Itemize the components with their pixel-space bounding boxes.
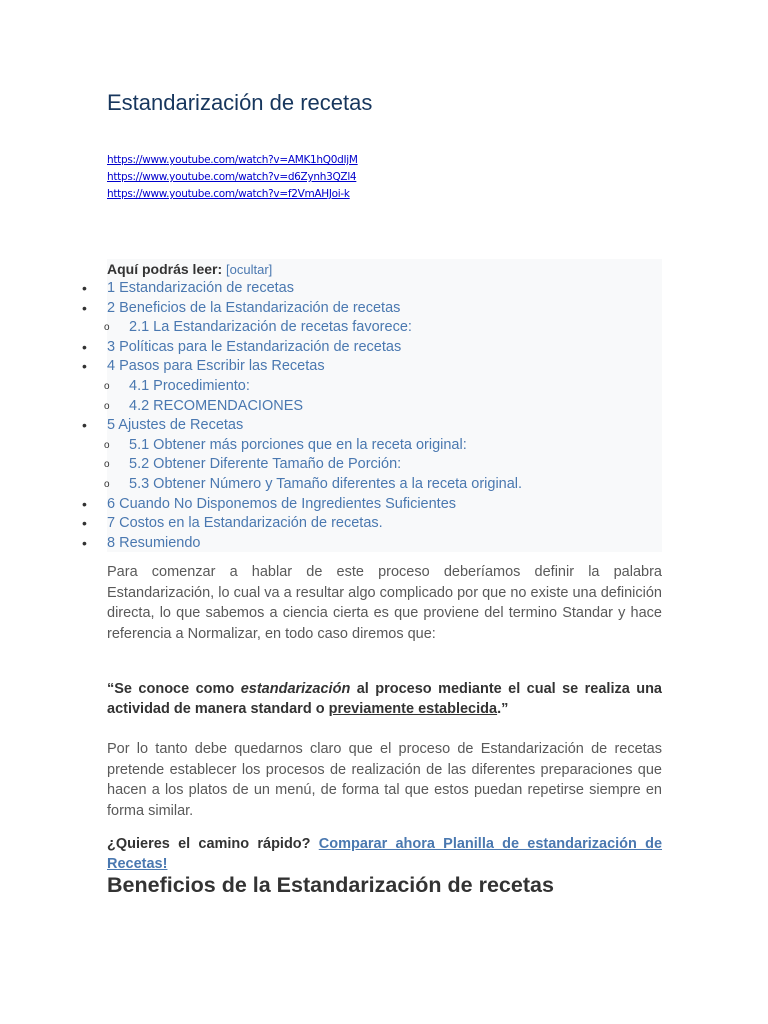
toc-item[interactable] (82, 279, 522, 299)
quick-question: ¿Quieres el camino rápido? (107, 836, 311, 852)
circle-bullet-icon: o (104, 322, 110, 334)
youtube-link-2[interactable]: https://www.youtube.com/watch?v=d6Zynh3QZl4 (107, 171, 357, 183)
toc-item[interactable] (104, 475, 523, 495)
toc-item-label: 2 Beneficios de la Estandarización de recetas (107, 299, 401, 316)
toc-item-label: 5.1 Obtener más porciones que en la receta original: (129, 436, 467, 453)
circle-bullet-icon: o (104, 478, 110, 490)
table-of-contents (82, 259, 662, 552)
compare-template-link[interactable]: Comparar ahora Planilla de estandarización de Recetas! (107, 836, 663, 872)
toc-item[interactable] (82, 534, 522, 554)
definition-quote (107, 679, 662, 719)
toc-item[interactable] (104, 436, 522, 456)
disc-bullet-icon: • (82, 534, 87, 551)
disc-bullet-icon: • (82, 358, 87, 375)
toc-item[interactable] (104, 397, 522, 417)
toc-item[interactable] (82, 357, 522, 377)
quote-underlined-link[interactable]: previamente establecida (328, 701, 498, 717)
toc-item-label: 6 Cuando No Disponemos de Ingredientes Suficientes (107, 495, 457, 512)
toc-list (82, 279, 523, 553)
toc-item[interactable] (82, 416, 522, 436)
youtube-link-1[interactable]: https://www.youtube.com/watch?v=AMK1hQ0dIjM (107, 154, 358, 166)
document-title: Estandarización de recetas (107, 90, 373, 115)
toc-header (107, 259, 272, 280)
disc-bullet-icon: • (82, 280, 87, 296)
toc-item[interactable] (104, 318, 522, 338)
circle-bullet-icon: o (104, 380, 110, 392)
toc-item[interactable] (82, 338, 522, 358)
toc-hide-toggle[interactable]: [ocultar] (226, 262, 273, 277)
quote-close: .” (497, 701, 509, 717)
disc-bullet-icon: • (82, 417, 87, 434)
disc-bullet-icon: • (82, 338, 87, 355)
toc-heading: Aquí podrás leer: (107, 261, 223, 277)
disc-bullet-icon: • (82, 299, 87, 316)
youtube-link-3[interactable]: https://www.youtube.com/watch?v=f2VmAHJoi-k (107, 188, 350, 200)
quote-term: estandarización (240, 681, 351, 697)
disc-bullet-icon: • (82, 495, 87, 512)
toc-item-label: 8 Resumiendo (107, 534, 201, 551)
toc-item[interactable] (82, 299, 522, 319)
toc-item-label: 5 Ajustes de Recetas (107, 417, 244, 434)
quick-path-callout (107, 834, 662, 874)
quote-open: “Se conoce como (107, 681, 241, 697)
circle-bullet-icon: o (104, 439, 110, 451)
circle-bullet-icon: o (104, 459, 110, 471)
quote-middle: al proceso mediante el cual se realiza una actividad de manera standard o (107, 681, 662, 717)
toc-item[interactable] (82, 495, 522, 515)
circle-bullet-icon: o (104, 400, 110, 412)
toc-item-label: 5.2 Obtener Diferente Tamaño de Porción: (129, 456, 402, 473)
toc-item-label: 2.1 La Estandarización de recetas favorece: (129, 319, 412, 336)
toc-item-label: 7 Costos en la Estandarización de recetas. (107, 515, 383, 532)
intro-paragraph: Para comenzar a hablar de este proceso deberíamos definir la palabra Estandarización, lo cual va a resultar algo complicado por que no existe una definición directa, lo que sabemos a ciencia cierta es que proviene del termino Standar y hace referencia a Normalizar, en todo caso diremos que: (107, 564, 662, 642)
toc-item-label: 4 Pasos para Escribir las Recetas (107, 358, 325, 375)
toc-item[interactable] (82, 514, 522, 534)
toc-item[interactable] (104, 455, 522, 475)
toc-item-label: 4.1 Procedimiento: (129, 377, 250, 394)
video-links (107, 152, 358, 203)
section-heading: Beneficios de la Estandarización de recetas (107, 873, 554, 897)
toc-item-label: 4.2 RECOMENDACIONES (129, 397, 304, 414)
disc-bullet-icon: • (82, 515, 87, 532)
toc-item-label: 3 Políticas para le Estandarización de recetas (107, 338, 402, 355)
conclusion-paragraph: Por lo tanto debe quedarnos claro que el proceso de Estandarización de recetas pretende establecer los procesos de realización de las diferentes preparaciones que hacen a los platos de un menú, de forma tal que estos puedan repetirse siempre en forma similar. (107, 741, 662, 819)
toc-item-label: 1 Estandarización de recetas (107, 280, 294, 296)
toc-item[interactable] (104, 377, 522, 397)
toc-item-label: 5.3 Obtener Número y Tamaño diferentes a la receta original. (129, 475, 523, 492)
